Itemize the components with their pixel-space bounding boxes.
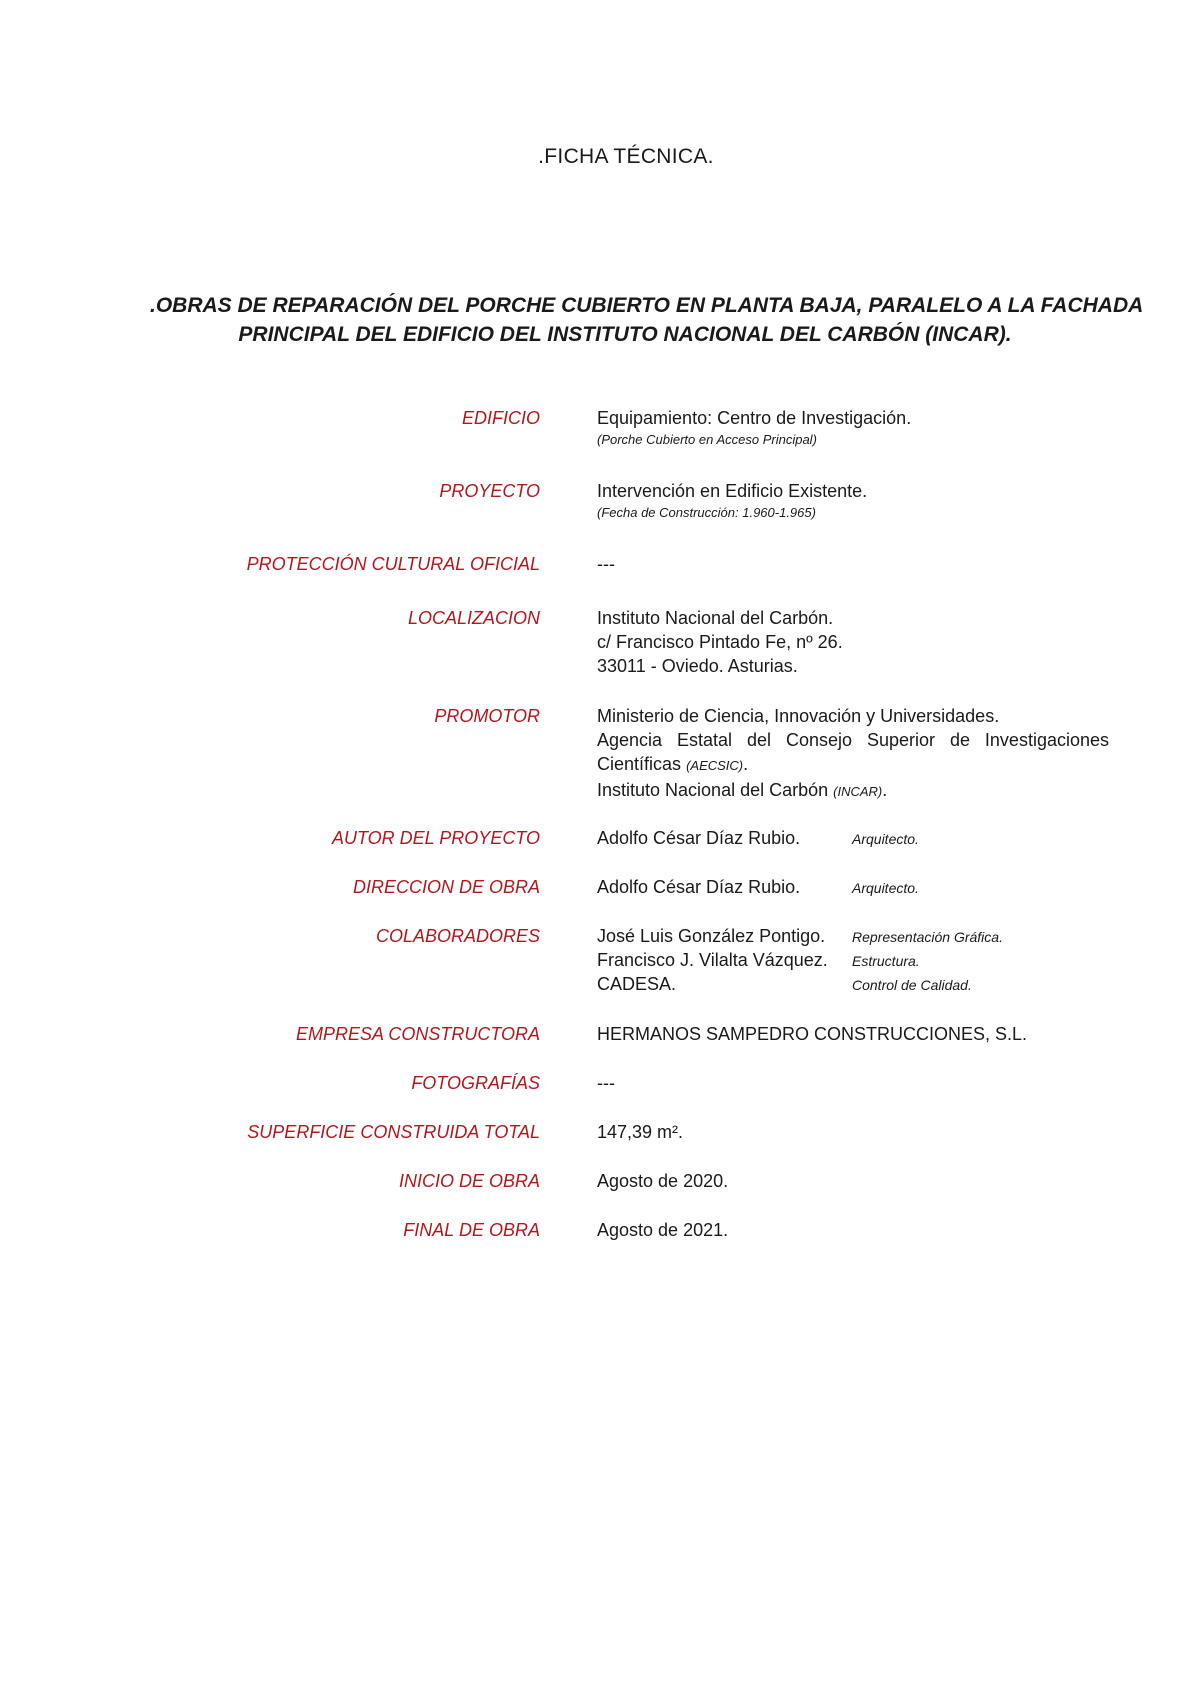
field-label: LOCALIZACION — [407, 608, 540, 628]
promotor-abbr: (INCAR) — [833, 784, 883, 799]
field-value — [597, 606, 1109, 678]
field-label: COLABORADORES — [375, 926, 540, 946]
proteccion-value: --- — [597, 554, 615, 574]
promotor-line: Ministerio de Ciencia, Innovación y Universidades. — [597, 706, 1000, 726]
field-label: AUTOR DEL PROYECTO — [331, 828, 540, 848]
promotor-end: . — [743, 754, 749, 774]
field-label: FOTOGRAFÍAS — [411, 1073, 540, 1093]
person-name: Adolfo César Díaz Rubio. — [597, 828, 801, 848]
field-value — [597, 1120, 1109, 1144]
proyecto-note: (Fecha de Construcción: 1.960-1.965) — [597, 505, 816, 520]
superficie-value: 147,39 m². — [597, 1122, 684, 1142]
field-value — [597, 875, 1109, 899]
field-value — [597, 826, 1109, 850]
person-name: CADESA. — [597, 974, 677, 994]
field-value — [597, 479, 1109, 523]
final-value: Agosto de 2021. — [597, 1220, 729, 1240]
edificio-note: (Porche Cubierto en Acceso Principal) — [597, 432, 817, 447]
promotor-line — [597, 752, 1109, 778]
field-label: PROTECCIÓN CULTURAL OFICIAL — [246, 554, 540, 574]
field-label: PROMOTOR — [434, 706, 540, 726]
person-role: Representación Gráfica. — [852, 929, 1003, 945]
project-heading-line-1: .OBRAS DE REPARACIÓN DEL PORCHE CUBIERTO EN PLANTA BAJA, PARALELO A LA FACHADA — [150, 294, 1144, 317]
empresa-value: HERMANOS SAMPEDRO CONSTRUCCIONES, S.L. — [597, 1024, 1028, 1044]
field-value — [597, 924, 1109, 996]
promotor-text: Científicas — [597, 754, 682, 774]
proyecto-value: Intervención en Edificio Existente. — [597, 481, 868, 501]
field-label: SUPERFICIE CONSTRUIDA TOTAL — [247, 1122, 540, 1142]
localizacion-line: Instituto Nacional del Carbón. — [597, 608, 834, 628]
person-entry — [597, 948, 1109, 972]
person-name: Francisco J. Vilalta Vázquez. — [597, 950, 828, 970]
person-entry — [597, 972, 1109, 996]
field-label: PROYECTO — [439, 481, 540, 501]
field-label: EDIFICIO — [461, 408, 540, 428]
field-value — [597, 1169, 1109, 1193]
localizacion-line: c/ Francisco Pintado Fe, nº 26. — [597, 632, 843, 652]
field-label: INICIO DE OBRA — [398, 1171, 540, 1191]
person-role: Estructura. — [852, 953, 920, 969]
field-value — [597, 704, 1109, 804]
field-value — [597, 406, 1109, 450]
field-label: FINAL DE OBRA — [403, 1220, 540, 1240]
field-value — [597, 1218, 1109, 1242]
inicio-value: Agosto de 2020. — [597, 1171, 729, 1191]
field-label: EMPRESA CONSTRUCTORA — [295, 1024, 540, 1044]
fotografias-value: --- — [597, 1073, 615, 1093]
person-role: Arquitecto. — [852, 831, 919, 847]
localizacion-line: 33011 - Oviedo. Asturias. — [597, 656, 798, 676]
promotor-text: Instituto Nacional del Carbón — [597, 780, 829, 800]
person-entry — [597, 924, 1109, 948]
person-entry — [597, 875, 1109, 899]
person-name: Adolfo César Díaz Rubio. — [597, 877, 801, 897]
field-label: DIRECCION DE OBRA — [352, 877, 540, 897]
project-heading-line-2: PRINCIPAL DEL EDIFICIO DEL INSTITUTO NACIONAL DEL CARBÓN (INCAR). — [238, 323, 1012, 346]
promotor-line — [597, 778, 1109, 804]
project-heading — [150, 291, 1144, 349]
field-value — [597, 1022, 1109, 1046]
promotor-line: Agencia Estatal del Consejo Superior de Investigaciones — [597, 730, 1109, 750]
person-role: Arquitecto. — [852, 880, 919, 896]
person-entry — [597, 826, 1109, 850]
field-value — [597, 552, 1109, 576]
person-name: José Luis González Pontigo. — [597, 926, 826, 946]
edificio-value: Equipamiento: Centro de Investigación. — [597, 408, 912, 428]
promotor-abbr: (AECSIC) — [686, 758, 744, 773]
document-title: .FICHA TÉCNICA. — [538, 145, 714, 168]
promotor-end: . — [882, 780, 888, 800]
field-value — [597, 1071, 1109, 1095]
person-role: Control de Calidad. — [852, 977, 972, 993]
